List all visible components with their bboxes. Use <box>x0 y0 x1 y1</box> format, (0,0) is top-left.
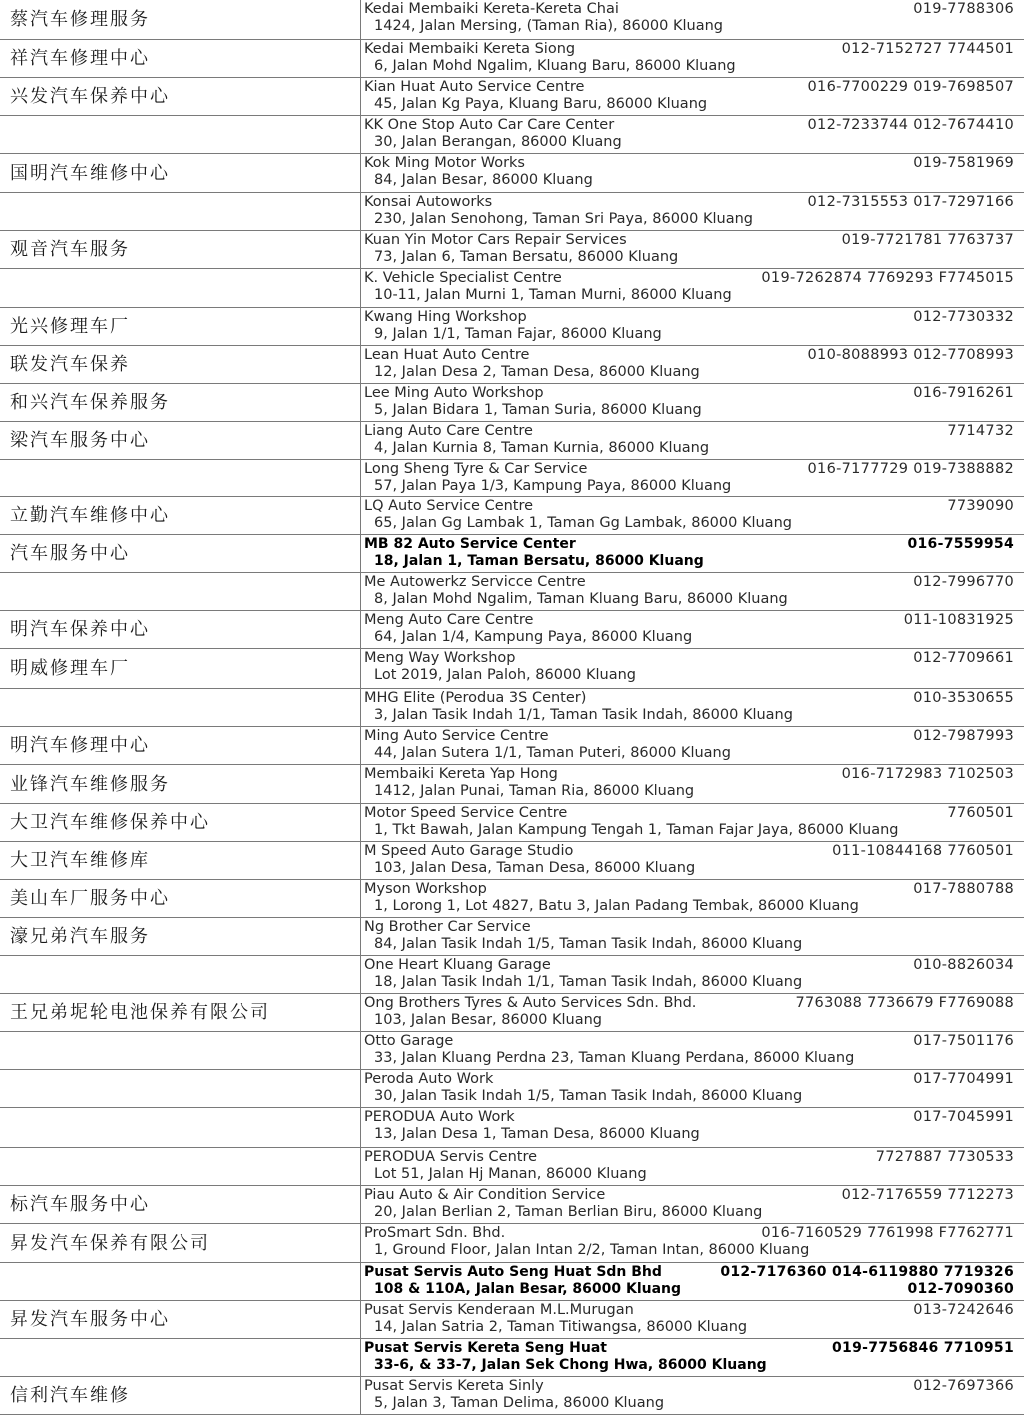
phone-numbers: 017-7704991 <box>913 1071 1014 1087</box>
business-address: 4, Jalan Kurnia 8, Taman Kurnia, 86000 Kluang <box>374 440 710 456</box>
business-name: ProSmart Sdn. Bhd. <box>364 1225 506 1241</box>
phone-numbers: 012-7152727 7744501 <box>841 41 1014 57</box>
directory-row <box>0 269 1024 308</box>
business-address: 73, Jalan 6, Taman Bersatu, 86000 Kluang <box>374 249 679 265</box>
directory-row <box>0 1148 1024 1186</box>
business-name: Peroda Auto Work <box>364 1071 494 1087</box>
business-name: Ming Auto Service Centre <box>364 728 549 744</box>
chinese-name: 光兴修理车厂 <box>10 316 130 337</box>
column-divider <box>360 804 361 841</box>
phone-numbers: 7739090 <box>947 498 1014 514</box>
business-address: Lot 2019, Jalan Paloh, 86000 Kluang <box>374 667 637 683</box>
business-name: Long Sheng Tyre & Car Service <box>364 461 588 477</box>
business-name: Meng Auto Care Centre <box>364 612 534 628</box>
column-divider <box>360 0 361 39</box>
column-divider <box>360 346 361 383</box>
chinese-name: 昇发汽车保养有限公司 <box>10 1233 210 1254</box>
directory-row <box>0 880 1024 918</box>
column-divider <box>360 842 361 879</box>
directory-row <box>0 535 1024 573</box>
business-name: Meng Way Workshop <box>364 650 516 666</box>
business-address: 1, Ground Floor, Jalan Intan 2/2, Taman Intan, 86000 Kluang <box>374 1242 810 1258</box>
chinese-name: 汽车服务中心 <box>10 543 130 564</box>
business-address: 65, Jalan Gg Lambak 1, Taman Gg Lambak, 86000 Kluang <box>374 515 792 531</box>
business-name: PERODUA Servis Centre <box>364 1149 538 1165</box>
directory-row <box>0 154 1024 193</box>
business-name: Pusat Servis Kereta Sinly <box>364 1378 544 1394</box>
column-divider <box>360 269 361 307</box>
phone-numbers-secondary: 012-7090360 <box>907 1281 1014 1297</box>
phone-numbers: 012-7709661 <box>913 650 1014 666</box>
phone-numbers: 012-7697366 <box>913 1378 1014 1394</box>
column-divider <box>360 727 361 764</box>
business-address: 108 & 110A, Jalan Besar, 86000 Kluang <box>374 1281 682 1297</box>
business-name: Liang Auto Care Centre <box>364 423 533 439</box>
business-address: 18, Jalan 1, Taman Bersatu, 86000 Kluang <box>374 553 704 569</box>
column-divider <box>360 154 361 192</box>
business-name: Pusat Servis Auto Seng Huat Sdn Bhd <box>364 1264 662 1280</box>
column-divider <box>360 994 361 1031</box>
business-name: Pusat Servis Kereta Seng Huat <box>364 1340 607 1356</box>
column-divider <box>360 384 361 421</box>
business-name: K. Vehicle Specialist Centre <box>364 270 562 286</box>
directory-row <box>0 956 1024 994</box>
business-address: 10-11, Jalan Murni 1, Taman Murni, 86000 Kluang <box>374 287 732 303</box>
business-address: 84, Jalan Besar, 86000 Kluang <box>374 172 593 188</box>
column-divider <box>360 1032 361 1069</box>
directory-row <box>0 1224 1024 1263</box>
business-address: 1, Lorong 1, Lot 4827, Batu 3, Jalan Padang Tembak, 86000 Kluang <box>374 898 859 914</box>
column-divider <box>360 1263 361 1300</box>
business-address: 8, Jalan Mohd Ngalim, Taman Kluang Baru, 86000 Kluang <box>374 591 788 607</box>
directory-row <box>0 193 1024 231</box>
directory-row <box>0 727 1024 765</box>
phone-numbers: 012-7176360 014-6119880 7719326 <box>720 1264 1014 1280</box>
chinese-name: 明汽车修理中心 <box>10 735 150 756</box>
business-address: 1424, Jalan Mersing, (Taman Ria), 86000 Kluang <box>374 18 723 34</box>
phone-numbers: 012-7176559 7712273 <box>841 1187 1014 1203</box>
phone-numbers: 012-7315553 017-7297166 <box>807 194 1014 210</box>
directory-row <box>0 1301 1024 1339</box>
business-address: 14, Jalan Satria 2, Taman Titiwangsa, 86000 Kluang <box>374 1319 748 1335</box>
business-address: 9, Jalan 1/1, Taman Fajar, 86000 Kluang <box>374 326 662 342</box>
phone-numbers: 019-7581969 <box>913 155 1014 171</box>
chinese-name: 业锋汽车维修服务 <box>10 774 170 795</box>
chinese-name: 标汽车服务中心 <box>10 1194 150 1215</box>
directory-row <box>0 0 1024 40</box>
chinese-name: 蔡汽车修理服务 <box>10 9 150 30</box>
chinese-name: 祥汽车修理中心 <box>10 48 150 69</box>
chinese-name: 信利汽车维修 <box>10 1385 130 1406</box>
chinese-name: 国明汽车维修中心 <box>10 163 170 184</box>
business-address: 230, Jalan Senohong, Taman Sri Paya, 86000 Kluang <box>374 211 753 227</box>
phone-numbers: 019-7721781 7763737 <box>841 232 1014 248</box>
column-divider <box>360 308 361 345</box>
chinese-name: 濠兄弟汽车服务 <box>10 926 150 947</box>
chinese-name: 梁汽车服务中心 <box>10 430 150 451</box>
business-name: Kuan Yin Motor Cars Repair Services <box>364 232 627 248</box>
business-address: 12, Jalan Desa 2, Taman Desa, 86000 Kluang <box>374 364 700 380</box>
business-address: 1412, Jalan Punai, Taman Ria, 86000 Kluang <box>374 783 695 799</box>
directory-row <box>0 384 1024 422</box>
business-address: 33-6, & 33-7, Jalan Sek Chong Hwa, 86000 Kluang <box>374 1357 767 1373</box>
chinese-name: 立勤汽车维修中心 <box>10 505 170 526</box>
phone-numbers: 013-7242646 <box>913 1302 1014 1318</box>
phone-numbers: 019-7262874 7769293 F7745015 <box>761 270 1014 286</box>
business-address: 13, Jalan Desa 1, Taman Desa, 86000 Kluang <box>374 1126 700 1142</box>
column-divider <box>360 193 361 230</box>
business-name: Ng Brother Car Service <box>364 919 531 935</box>
chinese-name: 王兄弟坭轮电池保养有限公司 <box>10 1002 270 1023</box>
business-address: 64, Jalan 1/4, Kampung Paya, 86000 Kluang <box>374 629 693 645</box>
phone-numbers: 016-7700229 019-7698507 <box>807 79 1014 95</box>
directory-row <box>0 1108 1024 1148</box>
phone-numbers: 016-7160529 7761998 F7762771 <box>761 1225 1014 1241</box>
column-divider <box>360 1224 361 1262</box>
column-divider <box>360 1301 361 1338</box>
phone-numbers: 012-7730332 <box>913 309 1014 325</box>
business-name: MB 82 Auto Service Center <box>364 536 576 552</box>
business-name: Lean Huat Auto Centre <box>364 347 530 363</box>
directory-row <box>0 460 1024 497</box>
business-address: 20, Jalan Berlian 2, Taman Berlian Biru, 86000 Kluang <box>374 1204 763 1220</box>
directory-row <box>0 231 1024 269</box>
business-address: Lot 51, Jalan Hj Manan, 86000 Kluang <box>374 1166 647 1182</box>
column-divider <box>360 1148 361 1185</box>
directory-row <box>0 1339 1024 1377</box>
phone-numbers: 011-10844168 7760501 <box>832 843 1014 859</box>
column-divider <box>360 78 361 115</box>
business-address: 30, Jalan Berangan, 86000 Kluang <box>374 134 622 150</box>
business-name: Kok Ming Motor Works <box>364 155 525 171</box>
phone-numbers: 016-7172983 7102503 <box>841 766 1014 782</box>
business-address: 84, Jalan Tasik Indah 1/5, Taman Tasik Indah, 86000 Kluang <box>374 936 803 952</box>
business-address: 3, Jalan Tasik Indah 1/1, Taman Tasik Indah, 86000 Kluang <box>374 707 793 723</box>
phone-numbers: 7760501 <box>947 805 1014 821</box>
directory-row <box>0 116 1024 154</box>
chinese-name: 明汽车保养中心 <box>10 619 150 640</box>
business-address: 5, Jalan 3, Taman Delima, 86000 Kluang <box>374 1395 665 1411</box>
column-divider <box>360 956 361 993</box>
chinese-name: 和兴汽车保养服务 <box>10 392 170 413</box>
business-address: 44, Jalan Sutera 1/1, Taman Puteri, 86000 Kluang <box>374 745 731 761</box>
business-address: 103, Jalan Desa, Taman Desa, 86000 Kluang <box>374 860 696 876</box>
column-divider <box>360 1377 361 1414</box>
column-divider <box>360 497 361 534</box>
chinese-name: 昇发汽车服务中心 <box>10 1309 170 1330</box>
chinese-name: 美山车厂服务中心 <box>10 888 170 909</box>
business-name: Kedai Membaiki Kereta Siong <box>364 41 576 57</box>
phone-numbers: 016-7559954 <box>907 536 1014 552</box>
column-divider <box>360 573 361 610</box>
business-name: Lee Ming Auto Workshop <box>364 385 544 401</box>
phone-numbers: 019-7788306 <box>913 1 1014 17</box>
business-name: MHG Elite (Perodua 3S Center) <box>364 690 587 706</box>
business-address: 1, Tkt Bawah, Jalan Kampung Tengah 1, Taman Fajar Jaya, 86000 Kluang <box>374 822 899 838</box>
phone-numbers: 016-7177729 019-7388882 <box>807 461 1014 477</box>
phone-numbers: 010-8088993 012-7708993 <box>807 347 1014 363</box>
business-address: 103, Jalan Besar, 86000 Kluang <box>374 1012 602 1028</box>
directory-row <box>0 804 1024 842</box>
business-name: Kian Huat Auto Service Centre <box>364 79 585 95</box>
directory-row <box>0 689 1024 727</box>
directory-row <box>0 497 1024 535</box>
directory-row <box>0 994 1024 1032</box>
directory-row <box>0 346 1024 384</box>
directory-row <box>0 765 1024 804</box>
column-divider <box>360 231 361 268</box>
business-name: Piau Auto & Air Condition Service <box>364 1187 606 1203</box>
business-name: LQ Auto Service Centre <box>364 498 534 514</box>
business-name: Kwang Hing Workshop <box>364 309 527 325</box>
phone-numbers: 012-7233744 012-7674410 <box>807 117 1014 133</box>
business-name: KK One Stop Auto Car Care Center <box>364 117 615 133</box>
phone-numbers: 010-3530655 <box>913 690 1014 706</box>
business-name: Konsai Autoworks <box>364 194 493 210</box>
column-divider <box>360 918 361 955</box>
phone-numbers: 017-7501176 <box>913 1033 1014 1049</box>
column-divider <box>360 1108 361 1147</box>
directory-row <box>0 1377 1024 1415</box>
phone-numbers: 017-7045991 <box>913 1109 1014 1125</box>
directory-row <box>0 1186 1024 1224</box>
column-divider <box>360 116 361 153</box>
column-divider <box>360 1186 361 1223</box>
business-name: Pusat Servis Kenderaan M.L.Murugan <box>364 1302 634 1318</box>
business-address: 45, Jalan Kg Paya, Kluang Baru, 86000 Kluang <box>374 96 708 112</box>
chinese-name: 联发汽车保养 <box>10 354 130 375</box>
phone-numbers: 017-7880788 <box>913 881 1014 897</box>
directory-row <box>0 842 1024 880</box>
column-divider <box>360 1070 361 1107</box>
directory-row <box>0 918 1024 956</box>
business-address: 30, Jalan Tasik Indah 1/5, Taman Tasik Indah, 86000 Kluang <box>374 1088 803 1104</box>
chinese-name: 观音汽车服务 <box>10 239 130 260</box>
chinese-name: 大卫汽车维修库 <box>10 850 150 871</box>
phone-numbers: 7763088 7736679 F7769088 <box>795 995 1014 1011</box>
column-divider <box>360 880 361 917</box>
directory-row <box>0 573 1024 611</box>
phone-numbers: 7727887 7730533 <box>875 1149 1014 1165</box>
business-address: 57, Jalan Paya 1/3, Kampung Paya, 86000 Kluang <box>374 478 732 494</box>
directory-row <box>0 1070 1024 1108</box>
directory-row <box>0 78 1024 116</box>
directory-row <box>0 422 1024 460</box>
column-divider <box>360 649 361 688</box>
phone-numbers: 012-7987993 <box>913 728 1014 744</box>
business-name: One Heart Kluang Garage <box>364 957 551 973</box>
directory-row <box>0 649 1024 689</box>
column-divider <box>360 535 361 572</box>
column-divider <box>360 689 361 726</box>
phone-numbers: 019-7756846 7710951 <box>832 1340 1014 1356</box>
phone-numbers: 010-8826034 <box>913 957 1014 973</box>
business-name: Kedai Membaiki Kereta-Kereta Chai <box>364 1 619 17</box>
chinese-name: 明威修理车厂 <box>10 658 130 679</box>
business-name: Me Autowerkz Servicce Centre <box>364 574 586 590</box>
column-divider <box>360 422 361 459</box>
phone-numbers: 7714732 <box>947 423 1014 439</box>
business-name: Ong Brothers Tyres & Auto Services Sdn. Bhd. <box>364 995 697 1011</box>
column-divider <box>360 611 361 648</box>
business-name: Motor Speed Service Centre <box>364 805 568 821</box>
business-name: M Speed Auto Garage Studio <box>364 843 574 859</box>
business-address: 18, Jalan Tasik Indah 1/1, Taman Tasik Indah, 86000 Kluang <box>374 974 803 990</box>
business-address: 5, Jalan Bidara 1, Taman Suria, 86000 Kluang <box>374 402 702 418</box>
directory-row <box>0 611 1024 649</box>
column-divider <box>360 460 361 496</box>
business-name: Myson Workshop <box>364 881 487 897</box>
phone-numbers: 016-7916261 <box>913 385 1014 401</box>
column-divider <box>360 1339 361 1376</box>
directory-row <box>0 40 1024 78</box>
column-divider <box>360 40 361 77</box>
directory-row <box>0 308 1024 346</box>
phone-numbers: 012-7996770 <box>913 574 1014 590</box>
business-address: 33, Jalan Kluang Perdna 23, Taman Kluang Perdana, 86000 Kluang <box>374 1050 855 1066</box>
business-name: PERODUA Auto Work <box>364 1109 515 1125</box>
business-name: Membaiki Kereta Yap Hong <box>364 766 558 782</box>
business-address: 6, Jalan Mohd Ngalim, Kluang Baru, 86000 Kluang <box>374 58 736 74</box>
phone-numbers: 011-10831925 <box>903 612 1014 628</box>
column-divider <box>360 765 361 803</box>
chinese-name: 大卫汽车维修保养中心 <box>10 812 210 833</box>
directory-row <box>0 1263 1024 1301</box>
directory-row <box>0 1032 1024 1070</box>
business-name: Otto Garage <box>364 1033 454 1049</box>
chinese-name: 兴发汽车保养中心 <box>10 86 170 107</box>
